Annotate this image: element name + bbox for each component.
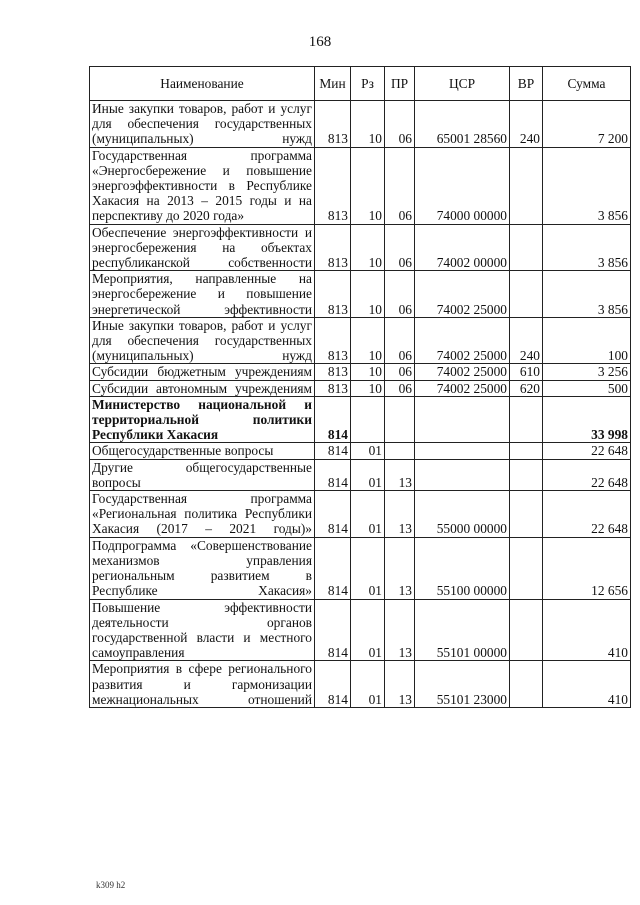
row-csr: 55101 00000 [415,599,510,661]
row-min: 814 [315,459,351,490]
header-csr: ЦСР [415,67,510,101]
table-row [90,599,631,661]
row-sum: 22 648 [543,459,631,490]
page-number: 168 [308,34,332,50]
table-row [90,491,631,538]
row-sum: 100 [543,317,631,364]
row-pr: 06 [385,317,415,364]
row-vr: 240 [510,317,543,364]
row-min: 814 [315,396,351,443]
row-vr: 610 [510,364,543,380]
row-csr: 55000 00000 [415,491,510,538]
row-pr [385,396,415,443]
table-row [90,380,631,396]
row-vr [510,599,543,661]
row-rz: 10 [351,380,385,396]
row-pr: 06 [385,380,415,396]
row-vr [510,147,543,224]
header-pr: ПР [385,67,415,101]
row-pr: 13 [385,459,415,490]
table-row [90,271,631,318]
row-min: 814 [315,661,351,708]
row-min: 814 [315,491,351,538]
row-name: Мероприятия, направленные на энергосбережение и повышение энергетической эффективности [90,271,315,318]
row-rz: 01 [351,491,385,538]
row-vr [510,661,543,708]
row-name: Государственная программа «Региональная политика Республики Хакасия (2017 – 2021 годы)» [90,491,315,538]
row-vr [510,271,543,318]
row-sum: 7 200 [543,101,631,148]
row-name: Министерство национальной и территориальной политики Республики Хакасия [90,396,315,443]
row-min: 813 [315,224,351,271]
row-min: 813 [315,271,351,318]
row-min: 814 [315,443,351,459]
row-name: Государственная программа «Энергосбережение и повышение энергоэффективности в Республике Хакасия на 2013 – 2015 годы и на перспективу до 2020 года» [90,147,315,224]
table-header-row [90,67,631,101]
row-rz: 10 [351,101,385,148]
row-rz: 01 [351,459,385,490]
row-name: Субсидии бюджетным учреждениям [90,364,315,380]
footer-code: k309 h2 [96,880,126,890]
row-min: 813 [315,380,351,396]
row-vr [510,459,543,490]
row-pr: 06 [385,101,415,148]
row-csr: 74002 25000 [415,317,510,364]
row-csr [415,459,510,490]
row-name: Общегосударственные вопросы [90,443,315,459]
table-row-ministry [90,396,631,443]
budget-table [89,66,631,708]
row-rz: 10 [351,271,385,318]
row-sum: 500 [543,380,631,396]
row-min: 814 [315,537,351,599]
row-csr [415,443,510,459]
row-rz: 10 [351,224,385,271]
row-name: Обеспечение энергоэффективности и энергосбережения на объектах республиканской собственности [90,224,315,271]
row-rz: 01 [351,661,385,708]
table-row [90,661,631,708]
row-csr: 65001 28560 [415,101,510,148]
row-name: Мероприятия в сфере регионального развития и гармонизации межнациональных отношений [90,661,315,708]
row-pr: 13 [385,661,415,708]
row-name: Иные закупки товаров, работ и услуг для обеспечения государственных (муниципальных) нужд [90,101,315,148]
row-vr [510,443,543,459]
table-row [90,101,631,148]
row-name: Повышение эффективности деятельности органов государственной власти и местного самоуправления [90,599,315,661]
row-csr: 55101 23000 [415,661,510,708]
row-csr: 74000 00000 [415,147,510,224]
row-pr: 06 [385,271,415,318]
row-min: 813 [315,147,351,224]
table-row [90,317,631,364]
table-row [90,147,631,224]
row-name: Другие общегосударственные вопросы [90,459,315,490]
table-row [90,224,631,271]
row-sum: 3 256 [543,364,631,380]
table-row [90,443,631,459]
row-vr [510,537,543,599]
row-name: Субсидии автономным учреждениям [90,380,315,396]
row-csr: 74002 25000 [415,364,510,380]
row-name: Подпрограмма «Совершенствование механизмов управления региональным развитием в Республике Хакасия» [90,537,315,599]
row-rz: 10 [351,317,385,364]
table-row [90,364,631,380]
header-name: Наименование [90,67,315,101]
header-vr: ВР [510,67,543,101]
row-pr: 06 [385,364,415,380]
row-rz [351,396,385,443]
row-vr: 240 [510,101,543,148]
row-min: 813 [315,317,351,364]
row-vr [510,491,543,538]
row-name: Иные закупки товаров, работ и услуг для обеспечения государственных (муниципальных) нужд [90,317,315,364]
table-row [90,537,631,599]
header-min: Мин [315,67,351,101]
row-rz: 01 [351,537,385,599]
row-csr: 74002 25000 [415,271,510,318]
row-pr: 06 [385,147,415,224]
row-pr [385,443,415,459]
row-csr: 74002 00000 [415,224,510,271]
row-sum: 12 656 [543,537,631,599]
row-min: 814 [315,599,351,661]
row-pr: 13 [385,537,415,599]
row-sum: 410 [543,661,631,708]
row-rz: 01 [351,443,385,459]
row-vr [510,396,543,443]
row-sum: 33 998 [543,396,631,443]
header-sum: Сумма [543,67,631,101]
row-vr [510,224,543,271]
row-vr: 620 [510,380,543,396]
row-min: 813 [315,364,351,380]
row-csr [415,396,510,443]
row-rz: 10 [351,147,385,224]
row-pr: 13 [385,491,415,538]
row-pr: 06 [385,224,415,271]
row-rz: 10 [351,364,385,380]
row-rz: 01 [351,599,385,661]
row-csr: 55100 00000 [415,537,510,599]
row-csr: 74002 25000 [415,380,510,396]
row-sum: 22 648 [543,491,631,538]
row-sum: 3 856 [543,147,631,224]
row-min: 813 [315,101,351,148]
row-sum: 3 856 [543,271,631,318]
row-sum: 410 [543,599,631,661]
table-row [90,459,631,490]
row-sum: 3 856 [543,224,631,271]
row-sum: 22 648 [543,443,631,459]
header-rz: Рз [351,67,385,101]
row-pr: 13 [385,599,415,661]
